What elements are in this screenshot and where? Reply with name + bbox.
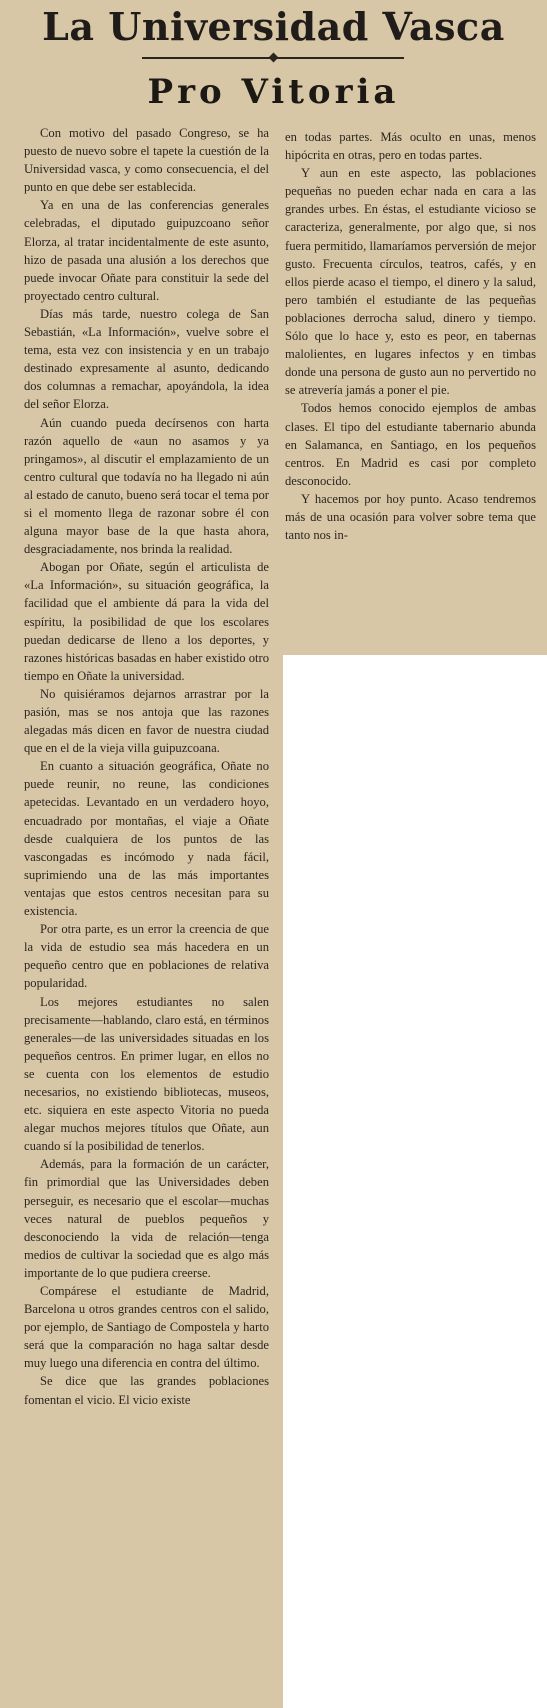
paragraph: Con motivo del pasado Congreso, se ha puesto de nuevo sobre el tapete la cuestión de la Universidad vasca, y como consecuencia, el del punto en que debe ser establecida. xyxy=(24,126,269,195)
paragraph: en todas partes. Más oculto en unas, menos hipócrita en otras, pero en todas partes. xyxy=(285,130,536,163)
paragraph: Y aun en este aspecto, las poblaciones pequeñas no pueden echar nada en cara a las grandes urbes. En éstas, el estudiante vicioso se caracteriza, generalmente, por algo que, si nos fuera permitido, llamaríamos perversión de mejor gusto. Frecuenta círculos, teatros, cafés, y en ellos pierde acaso el tiempo, el dinero y la salud, pero también el estudiante de las pequeñas poblaciones derrocha salud, dinero y tiempo. Sólo que lo hace y, esto es peor, en tabernas malolientes, en lugares infectos y en timbas donde una persona de gusto aun no pervertido no se atrevería jamás a poner el pie. xyxy=(285,166,536,398)
paragraph: Compárese el estudiante de Madrid, Barcelona u otros grandes centros con el salido, por ejemplo, de Santiago de Compostela y harto será que la comparación no haga saltar desde muy luego una diferencia en contra del último. xyxy=(24,1284,269,1371)
paragraph: Días más tarde, nuestro colega de San Sebastián, «La Información», vuelve sobre el tema, esta vez con insistencia y en un trabajo destinado expresamente al asunto, dedicando dos columnas a remachar, apoyándola, la idea del señor Elorza. xyxy=(24,306,269,412)
article-subheadline: Pro Vitoria xyxy=(147,72,400,112)
paragraph: Todos hemos conocido ejemplos de ambas clases. El tipo del estudiante tabernario abunda en Salamanca, en Santiago, en los pequeños centros. En Madrid es casi por completo desconocido. xyxy=(285,401,536,488)
paragraph: Y hacemos por hoy punto. Acaso tendremos más de una ocasión para volver sobre tema que tanto nos in- xyxy=(285,491,536,543)
paragraph: Los mejores estudiantes no salen precisamente—hablando, claro está, en términos generales—de las universidades situadas en los pequeños centros. En primer lugar, en ellos no se cuenta con los elementos de estudio necesarios, no existiendo bibliotecas, museos, etc. siquiera en este aspecto Vitoria no pueda alegar muchos mejores títulos que Oñate, aun cuando sí la posibilidad de tenerlos. xyxy=(24,994,269,1154)
paragraph: Por otra parte, es un error la creencia de que la vida de estudio sea más hacedera en un pequeño centro que en poblaciones de relativa popularidad. xyxy=(24,922,269,991)
paragraph: No quisiéramos dejarnos arrastrar por la pasión, mas se nos antoja que las razones alegadas más dicen en favor de nuestra ciudad que en el de la vieja villa guipuzcoana. xyxy=(24,686,269,756)
paragraph: Aún cuando pueda decírsenos con harta razón aquello de «aun no asamos y ya pringamos», al discutir el emplazamiento de un centro cultural que todavía no ha llegado ni aún al estado de canuto, bueno será tocar el tema por si el momento llega de razonar sobre él con alguna mayor base de la que hasta ahora, desgraciadamente, nos brinda la realidad. xyxy=(24,415,269,557)
paragraph: Además, para la formación de un carácter, fin primordial que las Universidades deben perseguir, es necesario que el escolar—muchas veces natural de pueblos pequeños y desconociendo la vida de relación—tenga medios de cultivar la sociedad que es algo más importante de lo que pudiera creerse. xyxy=(24,1157,269,1280)
paragraph: En cuanto a situación geográfica, Oñate no puede reunir, no reune, las condiciones apetecidas. Levantado en un verdadero hoyo, encuadrado por montañas, el viaje a Oñate desde cualquiera de los puntos de las vascongadas es incómodo y nada fácil, suprimiendo una de las más importantes ventajas que estos centros necesitan para su existencia. xyxy=(24,759,269,919)
paragraph: Abogan por Oñate, según el articulista de «La Información», su situación geográfica, la facilidad que el ambiente dá para la vida del espíritu, la posibilidad de que los escolares puedan dedicarse de lleno a los deportes, y razones históricas basadas en haber existido otro tiempo en Oñate la universidad. xyxy=(24,560,269,683)
paragraph: Se dice que las grandes poblaciones fomentan el vicio. El vicio existe xyxy=(24,1374,269,1407)
article-left-column xyxy=(24,124,269,1409)
article-headline: La Universidad Vasca xyxy=(42,4,505,49)
article-right-column xyxy=(285,128,536,544)
paragraph: Ya en una de las conferencias generales celebradas, el diputado guipuzcoano señor Elorza, al tratar incidentalmente de este asunto, hizo de pasada una alusión a los derechos que puede invocar Oñate para constituir la sede del proyectado centro cultural. xyxy=(24,198,269,303)
